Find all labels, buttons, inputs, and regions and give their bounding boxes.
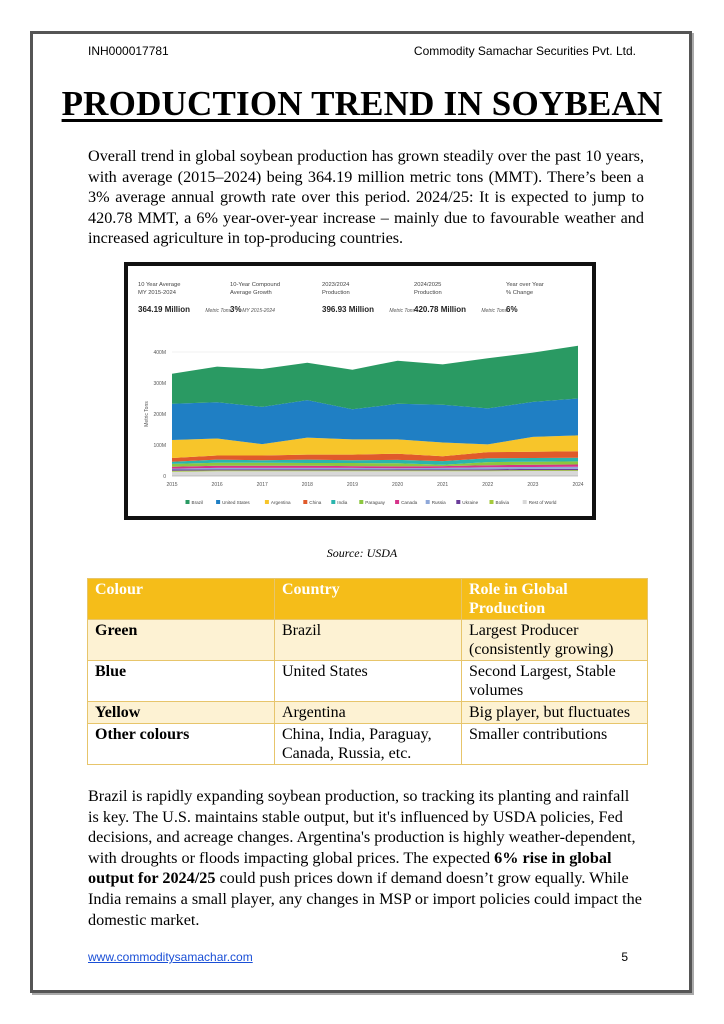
table-row (88, 620, 648, 661)
legend-swatch (523, 500, 527, 504)
legend-label: Ukraine (462, 500, 479, 505)
table-cell-colour: Green (88, 620, 275, 661)
x-tick-label: 2017 (256, 482, 268, 488)
table-cell-country: China, India, Paraguay, Canada, Russia, etc. (275, 724, 462, 765)
legend-label: Canada (401, 500, 418, 505)
table-header-row (88, 579, 648, 620)
production-chart (124, 262, 596, 520)
legend-swatch (395, 500, 399, 504)
legend-swatch (331, 500, 335, 504)
x-tick-label: 2016 (211, 482, 223, 488)
table-cell-colour: Blue (88, 661, 275, 702)
table-row (88, 724, 648, 765)
stat-value: 364.19 Million (138, 305, 191, 314)
stat-label: 2024/2025 (414, 282, 442, 288)
stat-label: 10 Year Average (138, 282, 181, 288)
legend-label: China (309, 500, 322, 505)
legend-swatch (426, 500, 430, 504)
header-company: Commodity Samachar Securities Pvt. Ltd. (413, 44, 636, 58)
legend-swatch (186, 500, 190, 504)
stat-unit: Metric Tons (205, 308, 232, 314)
y-tick-label: 300M (153, 381, 166, 387)
stat-label: 2023/2024 (322, 282, 350, 288)
legend-swatch (216, 500, 220, 504)
table-header-colour: Colour (88, 579, 275, 620)
table-cell-role: Second Largest, Stable volumes (462, 661, 648, 702)
area-series-rest-of-world (172, 471, 578, 476)
legend-label: Argentina (270, 500, 291, 505)
legend-label: Bolivia (495, 500, 510, 505)
legend-swatch (490, 500, 494, 504)
legend-swatch (265, 500, 269, 504)
legend-label: Paraguay (365, 500, 385, 505)
stat-value: 420.78 Million (414, 305, 467, 314)
colour-role-table (87, 578, 648, 765)
y-tick-label: 200M (153, 412, 166, 418)
stat-value: 396.93 Million (322, 305, 375, 314)
y-tick-label: 0 (163, 474, 166, 480)
x-tick-label: 2024 (572, 482, 584, 488)
stat-sublabel: % Change (506, 290, 534, 296)
stat-label: Year over Year (506, 282, 544, 288)
page-title (0, 84, 724, 124)
table-header-role: Role in Global Production (462, 579, 648, 620)
table-header-country: Country (275, 579, 462, 620)
stat-unit: Metric Tons (481, 308, 508, 314)
table-cell-role: Smaller contributions (462, 724, 648, 765)
table-cell-country: Argentina (275, 702, 462, 724)
closing-text-start: Brazil is rapidly expanding soybean production, so tracking its planting and rainfall is key. The U.S. maintains stable output, but it's influenced by USDA policies, Fed decisions, and acreage changes. Argentina's production is highly weather-dependent, with droughts or floods impacting global prices. The expected (88, 787, 636, 867)
page-number: 5 (621, 950, 628, 964)
stat-unit: Metric Tons (389, 308, 416, 314)
table-cell-country: Brazil (275, 620, 462, 661)
table-cell-colour: Other colours (88, 724, 275, 765)
y-axis-label: Metric Tons (144, 401, 150, 427)
closing-paragraph (88, 786, 644, 930)
x-tick-label: 2020 (391, 482, 404, 488)
area-series-brazil (172, 346, 578, 410)
x-tick-label: 2015 (166, 482, 178, 488)
stat-sublabel: Production (322, 290, 350, 296)
footer-website-link[interactable]: www.commoditysamachar.com (88, 950, 253, 964)
legend-label: Rest of World (528, 500, 557, 505)
x-tick-label: 2019 (346, 482, 359, 488)
page-title-text: PRODUCTION TREND IN SOYBEAN (61, 84, 663, 123)
legend-label: Brazil (191, 500, 203, 505)
closing-text-bold: 6% rise in global output for 2024/25 (88, 848, 612, 888)
stat-sublabel: Production (414, 290, 442, 296)
legend-label: Russia (431, 500, 446, 505)
y-tick-label: 400M (153, 350, 166, 356)
stat-value: 3% (230, 305, 242, 314)
x-tick-label: 2022 (482, 482, 494, 488)
table-cell-country: United States (275, 661, 462, 702)
x-tick-label: 2021 (437, 482, 449, 488)
chart-svg (128, 266, 592, 516)
table-row (88, 702, 648, 724)
source-caption: Source: USDA (326, 546, 398, 560)
x-tick-label: 2023 (527, 482, 539, 488)
stat-sublabel: MY 2015-2024 (138, 290, 176, 296)
table-row (88, 661, 648, 702)
intro-paragraph: Overall trend in global soybean production has grown steadily over the past 10 years, with average (2015–2024) being 364.19 million metric tons (MMT). There’s been a 3% average annual growth rate over this period. 2024/25: It is expected to jump to 420.78 MMT, a 6% year-over-year increase – mainly due to favourable weather and increased agriculture in top-producing countries. (88, 147, 644, 248)
table-cell-colour: Yellow (88, 702, 275, 724)
table-cell-role: Big player, but fluctuates (462, 702, 648, 724)
stat-label: 10-Year Compound (230, 282, 281, 288)
stat-sublabel: Average Growth (230, 290, 272, 296)
header-code: INH000017781 (88, 44, 169, 58)
x-tick-label: 2018 (301, 482, 313, 488)
stat-unit: MY 2015-2024 (242, 308, 275, 314)
table-cell-role: Largest Producer (consistently growing) (462, 620, 648, 661)
closing-text-end: could push prices down if demand doesn’t grow equally. While India remains a small player, any changes in MSP or import policies could impact the domestic market. (88, 869, 642, 929)
stat-value: 6% (506, 305, 518, 314)
legend-label: United States (222, 500, 250, 505)
legend-label: India (337, 500, 348, 505)
legend-swatch (303, 500, 307, 504)
y-tick-label: 100M (153, 443, 166, 449)
legend-swatch (359, 500, 363, 504)
legend-swatch (456, 500, 460, 504)
